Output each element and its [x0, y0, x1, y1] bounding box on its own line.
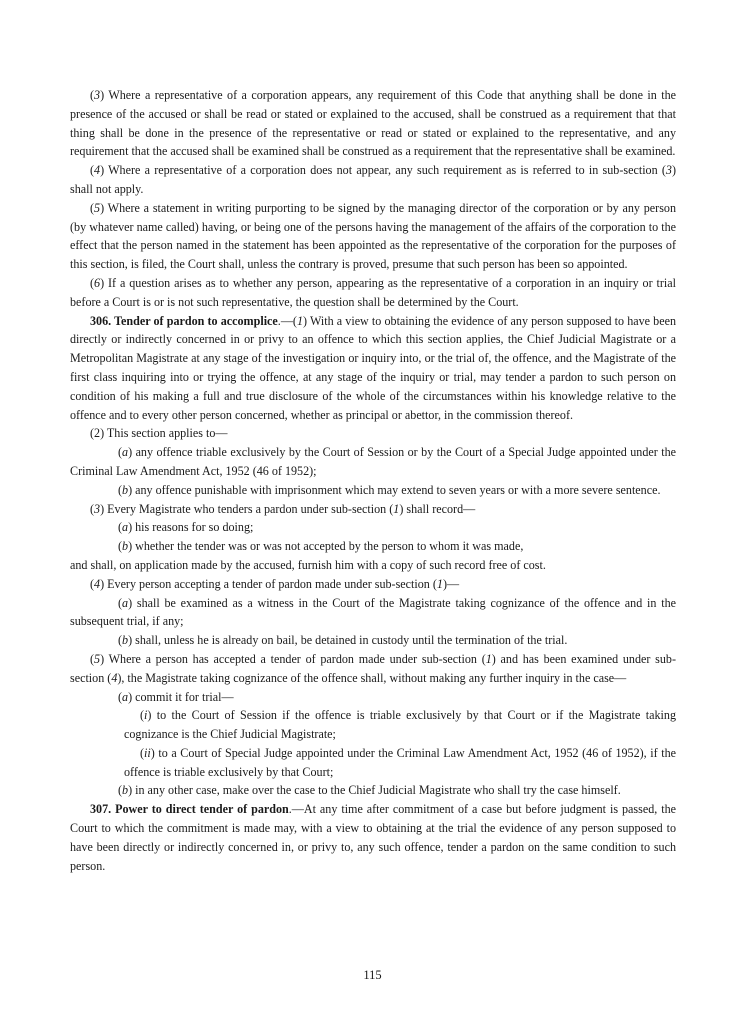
- text-run: (: [118, 445, 123, 460]
- section-306-sub5-a: [70, 688, 676, 707]
- text-run: (: [118, 482, 123, 497]
- italic-reference: 5: [94, 200, 101, 215]
- text-run: ) Where a person has accepted a tender of pardon made under sub-section (: [100, 651, 486, 666]
- text-run: ) and has been examined under sub-section (: [70, 651, 676, 685]
- italic-reference: 4: [94, 163, 101, 178]
- italic-reference: a: [122, 689, 129, 704]
- text-run: ) in any other case, make over the case to the Chief Judicial Magistrate who shall try the case himself.: [128, 783, 621, 798]
- section-306-sub3-b: [70, 537, 676, 556]
- text-run: ) shall be examined as a witness in the Court of the Magistrate taking cognizance of the offence and in the subsequent trial, if any;: [70, 595, 676, 629]
- italic-reference: 1: [485, 651, 492, 666]
- section-306-sub3-continuation: [70, 556, 676, 575]
- italic-reference: 1: [393, 501, 400, 516]
- text-run: (: [118, 539, 123, 554]
- text-run: .—At any time after commitment of a case but before judgment is passed, the Court to which the commitment is made may, with a view to obtaining at the trial the evidence of any person supposed to have been directly or indirectly concerned in, or privy to, any such offence, tender a pardon on the same condition to such person.: [70, 802, 677, 873]
- text-run: ) his reasons for so doing;: [128, 520, 254, 535]
- italic-reference: 3: [665, 163, 672, 178]
- section-307-paragraph: [70, 800, 676, 875]
- text-run: (: [140, 708, 145, 723]
- section-306-sub5: [70, 650, 676, 688]
- section-heading: 307. Power to direct tender of pardon: [90, 802, 289, 817]
- text-run: (: [118, 783, 123, 798]
- paragraph-sub4: [70, 161, 676, 199]
- section-306-sub3: [70, 500, 676, 519]
- text-run: (: [90, 275, 95, 290]
- italic-reference: 1: [436, 576, 443, 591]
- italic-reference: 4: [94, 576, 101, 591]
- italic-reference: b: [122, 783, 129, 798]
- italic-reference: 3: [94, 501, 101, 516]
- text-run: ) With a view to obtaining the evidence of any person supposed to have been directly or indirectly concerned in or privy to an offence to which this section applies, the Chief Judicial Magistrate or a Metropolitan Magistrate at any stage of the investigation or inquiry into, or the trial of, the offence, and the Magistrate of the first class inquiring into or trying the offence, at any stage of the inquiry or trial, may tender a pardon to such person on condition of his making a full and true disclosure of the whole of the circumstances within his knowledge relative to the offence and to every other person concerned, whether as principal or abettor, in the commission thereof.: [70, 313, 676, 422]
- italic-reference: 4: [111, 670, 118, 685]
- text-run: ) any offence punishable with imprisonment which may extend to seven years or with a more severe sentence.: [128, 482, 661, 497]
- text-run: (: [90, 501, 95, 516]
- text-run: ) shall not apply.: [70, 163, 676, 196]
- text-run: ) commit it for trial—: [128, 689, 234, 704]
- text-run: ) Where a statement in writing purporting to be signed by the managing director of the corporation or by any person (by whatever name called) having, or being one of the persons having the management of the affairs of the corporation to the effect that the person named in the statement has been appointed as the representative of the corporation for the purposes of this section, is filed, the Court shall, unless the contrary is proved, presume that such person has been so appointed.: [70, 200, 676, 272]
- text-run: ) to the Court of Session if the offence is triable exclusively by that Court or if the Magistrate taking cognizance is the Chief Judicial Magistrate;: [124, 708, 676, 742]
- text-run: ) whether the tender was or was not accepted by the person to whom it was made,: [128, 539, 524, 554]
- paragraph-sub5: [70, 199, 676, 274]
- section-306-sub4: [70, 575, 676, 594]
- text-run: ) shall, unless he is already on bail, be detained in custody until the termination of the trial.: [128, 633, 568, 648]
- text-run: (: [118, 633, 123, 648]
- paragraph-sub3: [70, 86, 676, 161]
- italic-reference: b: [122, 482, 129, 497]
- section-306-sub5-b: [70, 781, 676, 800]
- text-run: ) Where a representative of a corporation does not appear, any such requirement as is referred to in sub-section (: [100, 163, 666, 178]
- text-run: (: [90, 163, 95, 178]
- italic-reference: b: [122, 633, 129, 648]
- text-run: ) Where a representative of a corporation appears, any requirement of this Code that anything shall be done in the presence of the accused or shall be read or stated or explained to the accused, shall be construed as a requirement that that thing shall be done in the presence of the representative or read or stated or explained to the representative, and any requirement that the accused shall be examined shall be construed as a requirement that the representative shall be examined.: [70, 88, 676, 159]
- italic-reference: ii: [144, 745, 151, 760]
- text-run: ) any offence triable exclusively by the Court of Session or by the Court of a Special Judge appointed under the Criminal Law Amendment Act, 1952 (46 of 1952);: [70, 445, 676, 478]
- text-run: ), the Magistrate taking cognizance of the offence shall, without making any further inquiry in the case—: [117, 670, 627, 685]
- italic-reference: 6: [94, 275, 101, 290]
- italic-reference: b: [122, 539, 129, 554]
- text-run: )—: [442, 576, 460, 591]
- italic-reference: 5: [94, 651, 101, 666]
- text-run: (: [90, 200, 95, 215]
- text-run: (: [118, 520, 123, 535]
- paragraph-sub6: [70, 274, 676, 312]
- italic-reference: 3: [94, 88, 101, 102]
- italic-reference: 1: [296, 313, 303, 328]
- italic-reference: a: [122, 595, 129, 610]
- document-page: [70, 86, 676, 875]
- section-306-sub2-a: [70, 443, 676, 481]
- italic-reference: i: [144, 708, 148, 723]
- text-run: (: [90, 651, 95, 666]
- section-heading: 306. Tender of pardon to accomplice: [90, 313, 278, 328]
- section-306-sub2-b: [70, 481, 676, 500]
- section-306-sub4-a: [70, 594, 676, 632]
- text-run: ) shall record—: [399, 501, 476, 516]
- section-306-sub5-a-ii: [70, 744, 676, 782]
- section-306-sub3-a: [70, 518, 676, 537]
- section-306-sub5-a-i: [70, 706, 676, 744]
- text-run: ) to a Court of Special Judge appointed under the Criminal Law Amendment Act, 1952 (46 of 1952), if the offence is triable exclusively by that Court;: [124, 745, 676, 779]
- text-run: ) Every Magistrate who tenders a pardon under sub-section (: [100, 501, 394, 516]
- italic-reference: a: [122, 520, 129, 535]
- text-run: (: [90, 576, 95, 591]
- text-run: (: [118, 595, 123, 610]
- section-306-heading-paragraph: [70, 312, 676, 425]
- section-306-sub4-b: [70, 631, 676, 650]
- text-run: ) Every person accepting a tender of pardon made under sub-section (: [100, 576, 437, 591]
- text-run: ) If a question arises as to whether any person, appearing as the representative of a corporation in an inquiry or trial before a Court is or is not such representative, the question shall be determined by the Court.: [70, 275, 676, 309]
- page-number: 115: [363, 968, 382, 982]
- italic-reference: a: [122, 445, 129, 460]
- section-306-sub2: [70, 424, 676, 443]
- text-run: and shall, on application made by the accused, furnish him with a copy of such record free of cost.: [70, 557, 546, 572]
- text-run: (: [118, 689, 123, 704]
- text-run: (: [140, 745, 145, 760]
- text-run: .—(: [277, 313, 297, 328]
- text-run: (2) This section applies to—: [90, 426, 228, 441]
- text-run: (: [90, 88, 95, 102]
